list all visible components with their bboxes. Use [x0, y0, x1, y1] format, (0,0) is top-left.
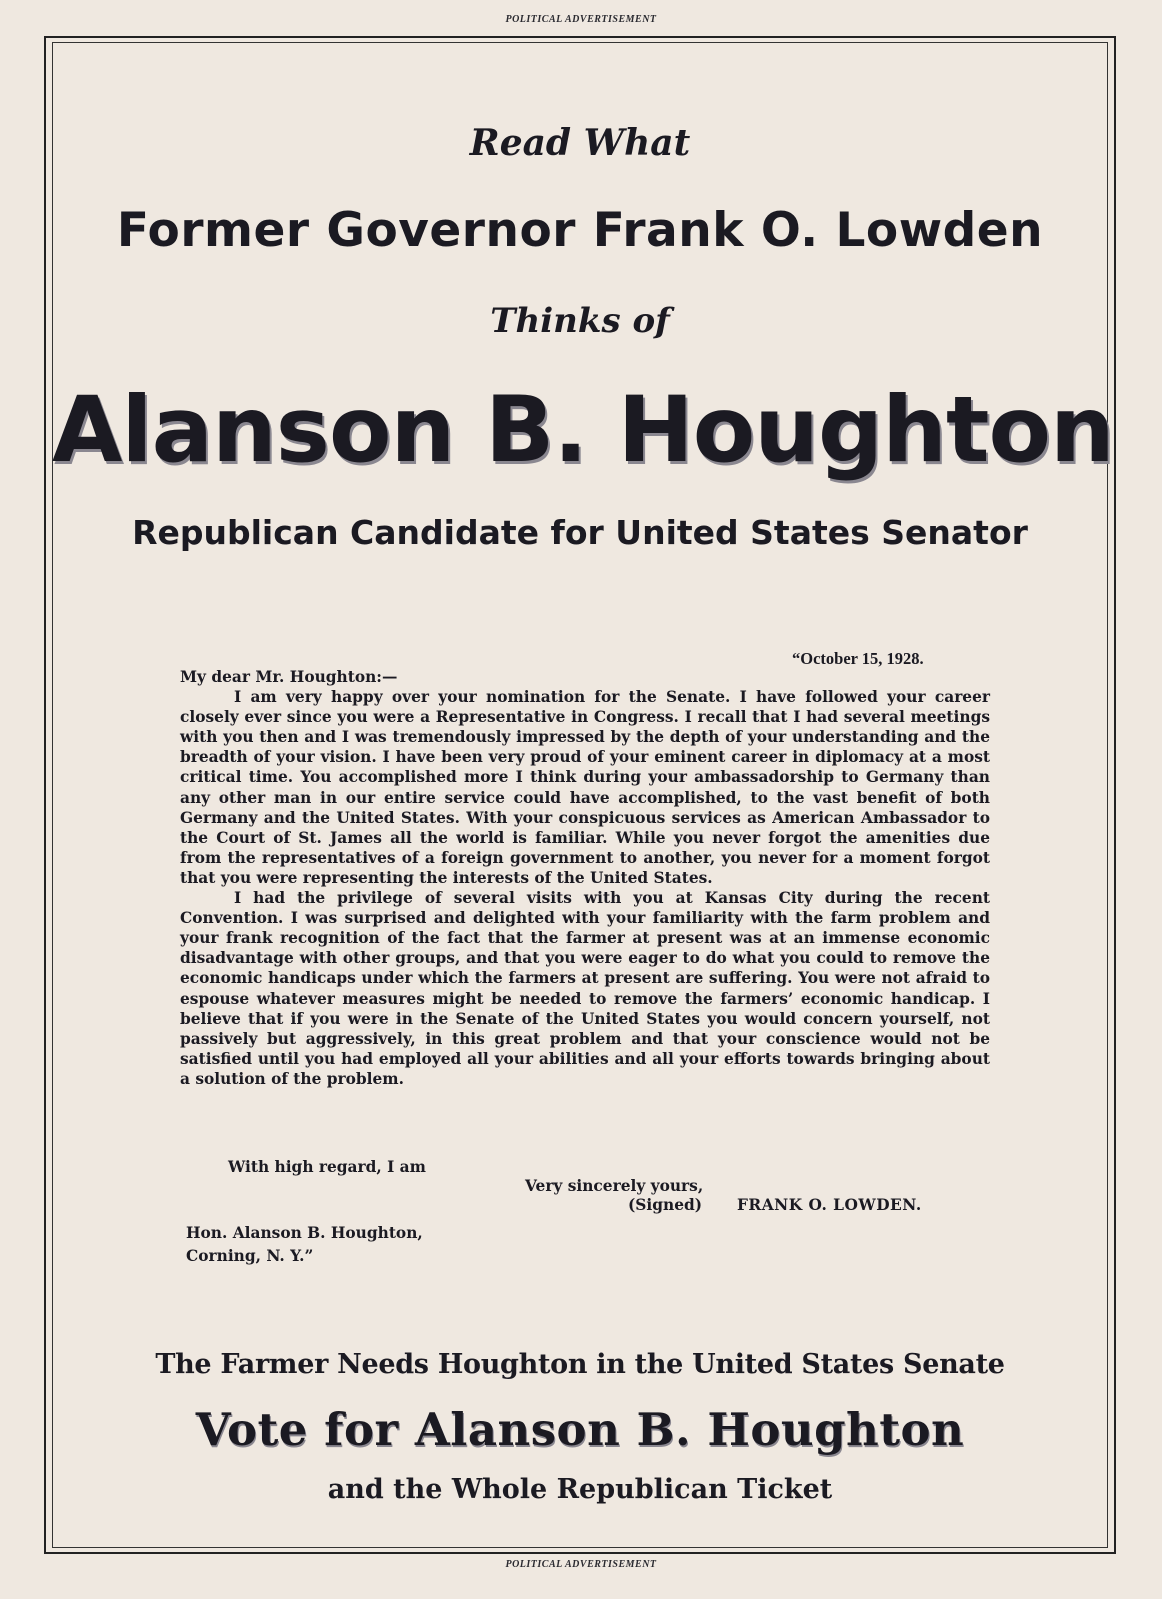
former-governor-heading: Former Governor Frank O. Lowden: [116, 203, 1044, 258]
letter-signed-note: (Signed): [628, 1196, 703, 1214]
candidate-title-heading: Republican Candidate for United States Senator: [132, 513, 1028, 552]
read-what-heading: Read What: [469, 122, 691, 164]
addressee-line-1: Hon. Alanson B. Houghton,: [186, 1224, 423, 1242]
letter-body: [180, 667, 990, 1089]
candidate-name-heading: Alanson B. Houghton: [52, 378, 1114, 483]
thinks-of-heading: Thinks of: [490, 301, 670, 341]
whole-ticket-slogan: and the Whole Republican Ticket: [327, 1474, 833, 1505]
addressee-line-2: Corning, N. Y.”: [186, 1247, 314, 1265]
letter-signer: FRANK O. LOWDEN.: [737, 1196, 922, 1214]
vote-for-slogan: Vote for Alanson B. Houghton: [195, 1403, 965, 1456]
top-political-advertisement-notice: POLITICAL ADVERTISEMENT: [505, 14, 657, 25]
bottom-political-advertisement-notice: POLITICAL ADVERTISEMENT: [505, 1559, 657, 1570]
letter-salutation: My dear Mr. Houghton:—: [180, 668, 398, 686]
farmer-needs-slogan: The Farmer Needs Houghton in the United States Senate: [155, 1349, 1005, 1380]
letter-addressee: [186, 1222, 423, 1268]
letter-date: “October 15, 1928.: [792, 649, 924, 668]
letter-closing-sincerely: Very sincerely yours,: [525, 1177, 704, 1195]
letter-paragraph-2: I had the privilege of several visits with you at Kansas City during the recent Convention. I was surprised and delighted with your familiarity with the farm problem and your frank recognition of the fact that the farmer at present was at an immense economic disadvantage with other groups, and that you were eager to do what you could to remove the economic handicaps under which the farmers at present are suffering. You were not afraid to espouse whatever measures might be needed to remove the farmers’ economic handicap. I believe that if you were in the Senate of the United States you would concern yourself, not passively but aggressively, in this great problem and that your conscience would not be satisfied until you had employed all your abilities and all your efforts towards bringing about a solution of the problem.: [180, 889, 990, 1088]
letter-closing-regard: With high regard, I am: [228, 1158, 426, 1176]
letter-paragraph-1: I am very happy over your nomination for the Senate. I have followed your career closely ever since you were a Representative in Congress. I recall that I had several meetings with you then and I was tremendously impressed by the depth of your understanding and the breadth of your vision. I have been very proud of your eminent career in diplomacy at a most critical time. You accomplished more I think during your ambassadorship to Germany than any other man in our entire service could have accomplished, to the vast benefit of both Germany and the United States. With your conspicuous services as American Ambassador to the Court of St. James all the world is familiar. While you never forgot the amenities due from the representatives of a foreign government to another, you never for a moment forgot that you were representing the interests of the United States.: [180, 688, 990, 887]
